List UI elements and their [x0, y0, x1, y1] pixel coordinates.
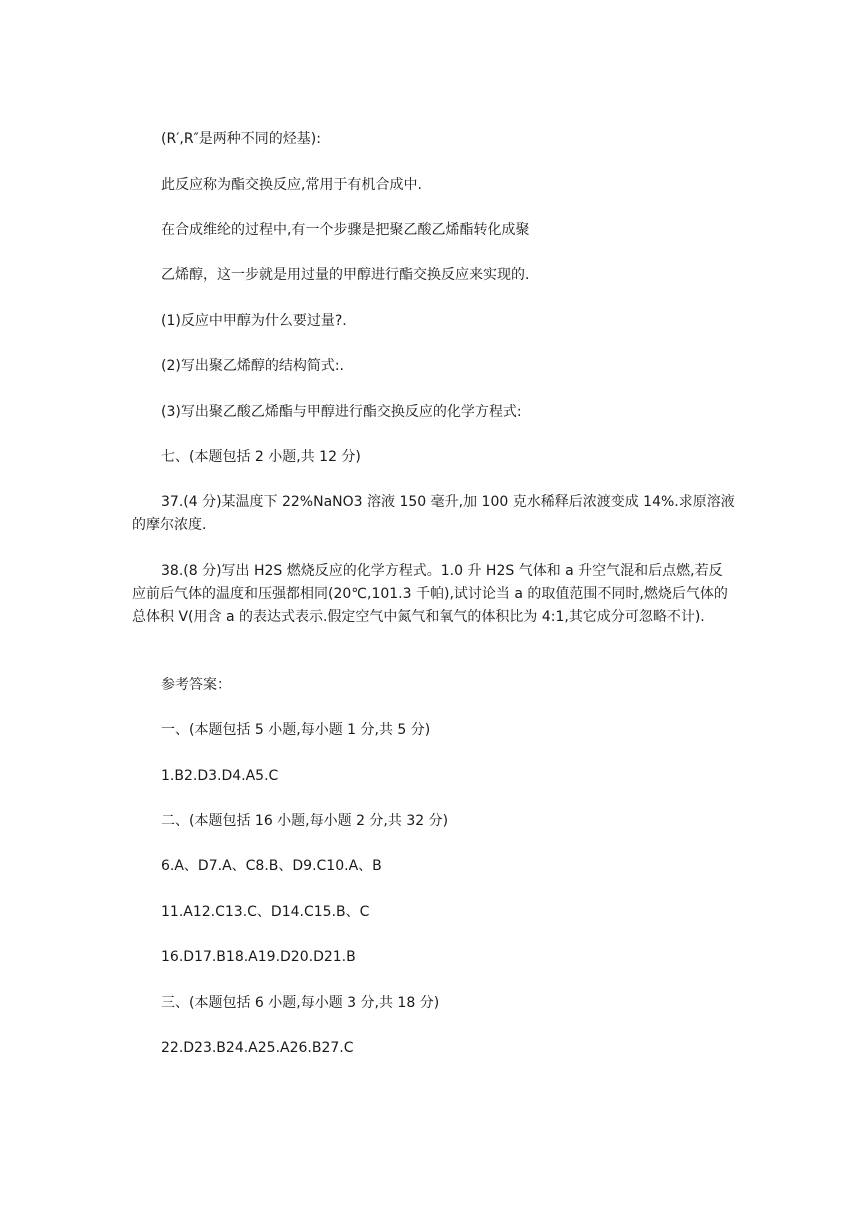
- answers-heading: 参考答案：: [161, 677, 231, 693]
- answers-1-5: 1.B2.D3.D4.A5.C: [161, 768, 279, 784]
- answers-section-3-heading: 三、(本题包括 6 小题,每小题 3 分,共 18 分): [161, 995, 440, 1011]
- answers-16-21: 16.D17.B18.A19.D20.D21.B: [161, 949, 356, 965]
- question-37: 37.(4 分)某温度下 22%NaNO3 溶液 150 毫升,加 100 克水稀释后浓渡变成 14%.求原溶液的摩尔浓度.: [132, 494, 735, 533]
- question-1-methanol-excess: (1)反应中甲醇为什么要过量?.: [161, 313, 347, 329]
- question-38: 38.(8 分)写出 H2S 燃烧反应的化学方程式。1.0 升 H2S 气体和 a 升空气混和后点燃,若反应前后气体的温度和压强都相同(20℃,101.3 千帕),试讨论当 a 的取值范围不同时,燃烧后气体的总体积 V(用含 a 的表达式表示.假定空气中氮气和氧气的体积比为 4:1,其它成分可忽略不计).: [132, 563, 728, 625]
- answers-11-15: 11.A12.C13.C、D14.C15.B、C: [161, 904, 370, 920]
- paragraph-vinylon-synthesis-cont: 乙烯醇，这一步就是用过量的甲醇进行酯交换反应来实现的.: [161, 267, 530, 283]
- paragraph-transesterification-intro: 此反应称为酯交换反应,常用于有机合成中.: [161, 177, 422, 193]
- section-7-heading: 七、(本题包括 2 小题,共 12 分): [161, 449, 361, 465]
- answers-section-1-heading: 一、(本题包括 5 小题,每小题 1 分,共 5 分): [161, 722, 431, 738]
- question-2-structure: (2)写出聚乙烯醇的结构简式:.: [161, 358, 344, 374]
- paragraph-vinylon-synthesis: 在合成维纶的过程中,有一个步骤是把聚乙酸乙烯酯转化成聚: [161, 222, 530, 238]
- answers-22-27: 22.D23.B24.A25.A26.B27.C: [161, 1040, 354, 1056]
- question-3-equation: (3)写出聚乙酸乙烯酯与甲醇进行酯交换反应的化学方程式:: [161, 404, 522, 420]
- answers-section-2-heading: 二、(本题包括 16 小题,每小题 2 分,共 32 分): [161, 813, 449, 829]
- paragraph-r-groups-note: (R′,R″是两种不同的烃基):: [161, 131, 321, 147]
- answers-6-10: 6.A、D7.A、C8.B、D9.C10.A、B: [161, 858, 382, 874]
